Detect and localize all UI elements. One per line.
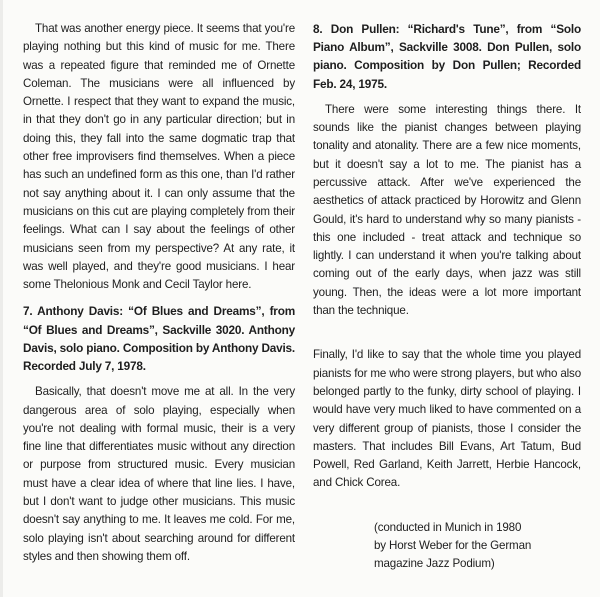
track-heading-8: 8. Don Pullen: “Richard's Tune”, from “Solo Piano Album”, Sackville 3008. Don Pullen, solo piano. Composition by Don Pullen; Recorded Feb. 24, 1975. (313, 22, 581, 91)
track-heading-7: 7. Anthony Davis: “Of Blues and Dreams”, from “Of Blues and Dreams”, Sackville 3020. Anthony Davis, solo piano. Composition by Anthony Davis. Recorded July 7, 1978. (23, 304, 295, 374)
spacer (313, 320, 581, 346)
credit-line: magazine Jazz Podium) (374, 557, 495, 571)
credit-line: (conducted in Munich in 1980 (374, 520, 522, 534)
spacer (23, 294, 295, 302)
interview-paragraph-3: There were some interesting things there. It sounds like the pianist changes between playing tonality and atonality. There are a few nice moments, but it doesn't say a lot to me. The pianist has a percussive attack. After we've experienced the aesthetics of attack practiced by Horowitz and Glenn Gould, it's hard to understand why so many pianists - this one included - treat attack and technique so lightly. I can understand it when you're talking about coming out of the early days, when jazz was still young. Then, the ideas were a lot more important than the technique. (313, 102, 581, 318)
right-column (313, 20, 581, 574)
interview-paragraph-1: That was another energy piece. It seems that you're playing nothing but this kind of music for me. There was a repeated figure that reminded me of Ornette Coleman. The musicians were all influenced by Ornette. I respect that they want to expand the music, in that they don't go in any particular direction; but in doing this, they fall into the same dogmatic trap that other free improvisers find themselves. When a piece has such an undefined form as this one, than I'd rather not say anything about it. I can only assume that the musicians on this cut are playing completely from their feelings. What can I say about the feelings of other musicians seen from my perspective? At any rate, it was well played, and they're good musicians. I hear some Thelonious Monk and Cecil Taylor here. (23, 22, 295, 292)
page-edge-shadow (0, 0, 3, 597)
interview-paragraph-2: Basically, that doesn't move me at all. In the very dangerous area of solo playing, especially when you're not dealing with formal music, their is a very fine line that differentiates music without any direction or purpose from structured music. Every musician must have a clear idea of where that line lies. I have, but I don't want to judge other musicians. This music doesn't say anything to me. It leaves me cold. For me, solo playing isn't about searching around for different styles and then showing them off. (23, 385, 295, 563)
left-column (23, 20, 295, 566)
spacer (23, 375, 295, 383)
spacer (313, 493, 581, 519)
credit-line: by Horst Weber for the German (374, 539, 532, 553)
spacer (313, 93, 581, 101)
interview-paragraph-4: Finally, I'd like to say that the whole time you played pianists for me who were strong players, but who also belonged partly to the funky, dirty school of playing. I would have very much liked to have commented on a very different group of pianists, those I consider the masters. That includes Bill Evans, Art Tatum, Bud Powell, Red Garland, Keith Jarrett, Herbie Hancock, and Chick Corea. (313, 348, 581, 490)
interview-credit (374, 519, 581, 574)
